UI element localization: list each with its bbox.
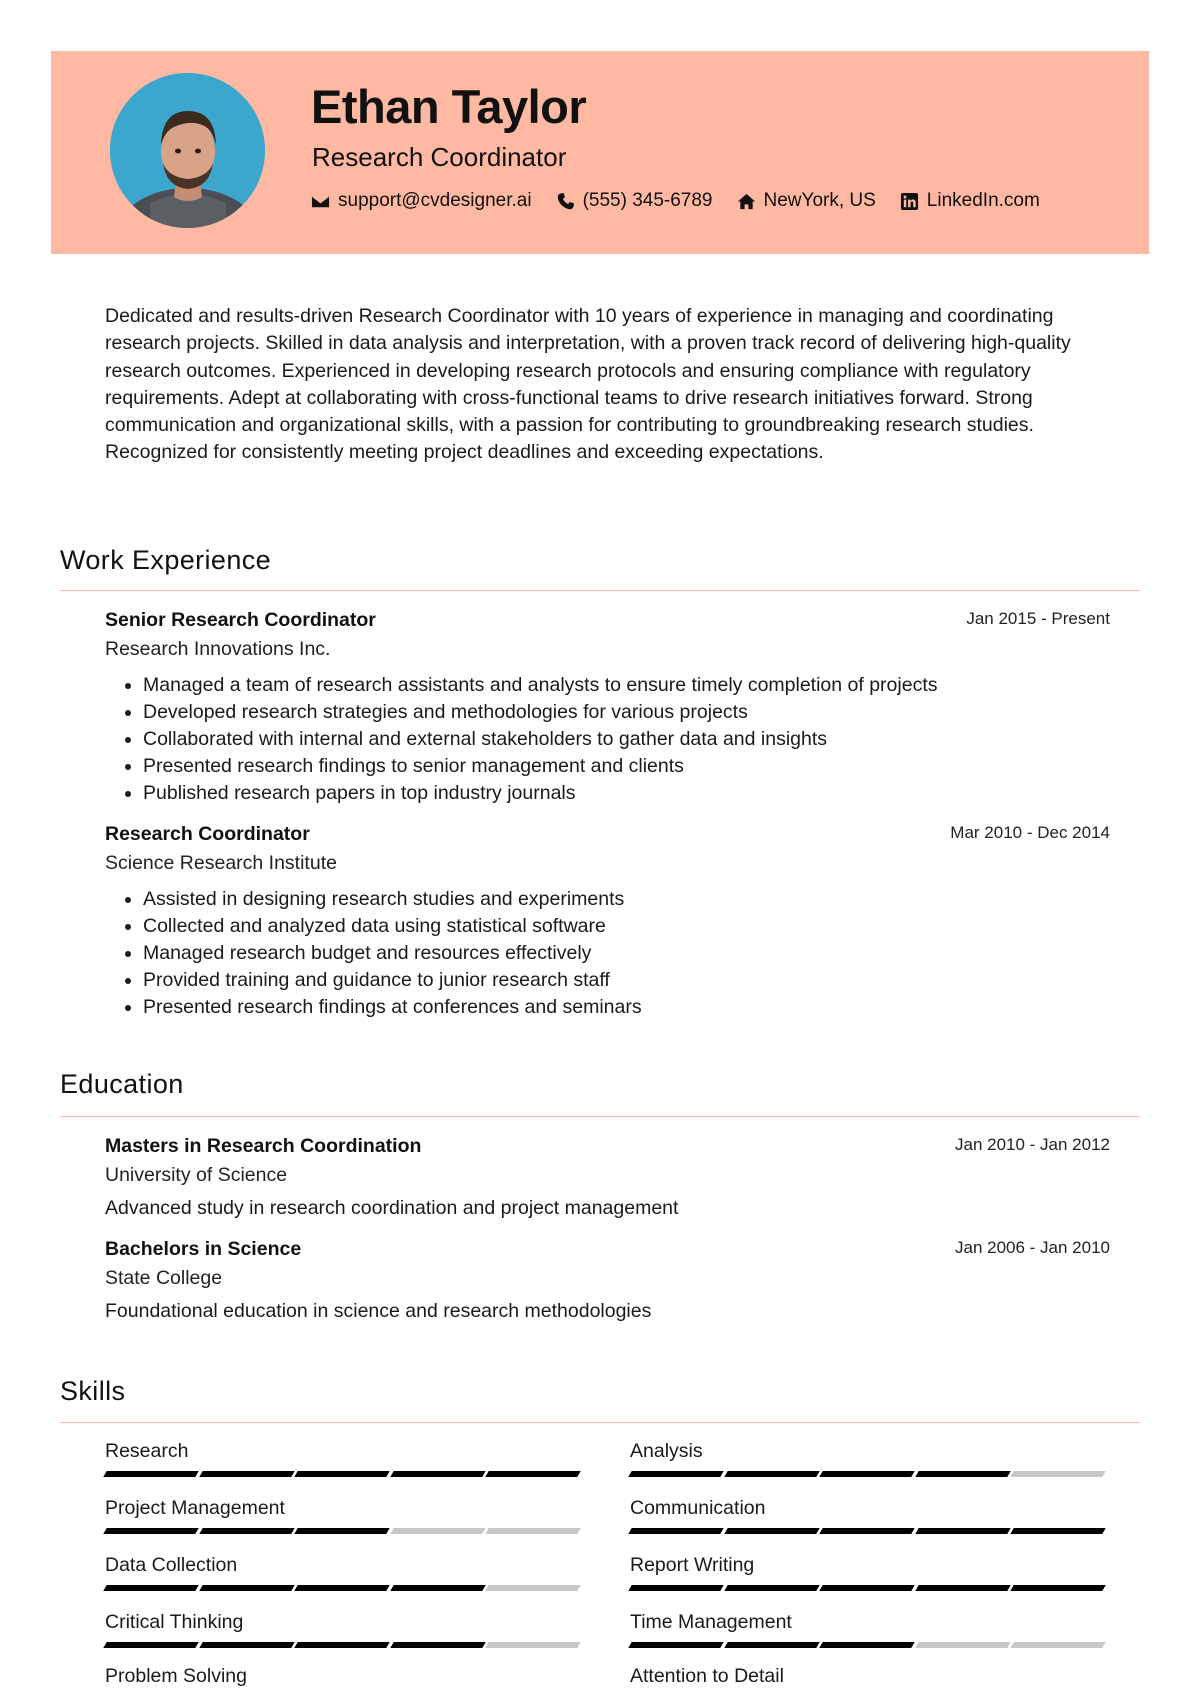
section-divider (60, 1422, 1140, 1423)
skill-level-bar (105, 1528, 583, 1534)
education-entry (105, 1135, 1110, 1220)
linkedin-icon (900, 192, 919, 211)
work-entry-company: Research Innovations Inc. (105, 638, 331, 660)
skill-name: Analysis (630, 1440, 703, 1462)
list-item: • Managed a team of research assistants and analysts to ensure timely completion of projects (143, 672, 1110, 699)
list-item: • Assisted in designing research studies and experiments (143, 886, 1110, 913)
skill-level-segment (486, 1585, 581, 1591)
contact-linkedin-text: LinkedIn.com (926, 190, 1040, 211)
list-item: • Developed research strategies and methodologies for various projects (143, 699, 1110, 726)
education-entry-description: Foundational education in science and research methodologies (105, 1300, 652, 1322)
skill-item (630, 1440, 1108, 1477)
contact-location-text: NewYork, US (763, 190, 876, 211)
work-entry-title: Research Coordinator (105, 823, 310, 845)
skill-name: Time Management (630, 1611, 792, 1633)
work-entry-bullets (105, 886, 1110, 1021)
contact-info (311, 190, 1064, 212)
education-entry-school: State College (105, 1267, 223, 1289)
section-title-education: Education (60, 1069, 184, 1099)
work-entry-company: Science Research Institute (105, 852, 337, 874)
education-entry-degree: Bachelors in Science (105, 1238, 302, 1260)
skill-item (105, 1611, 583, 1648)
skill-item (630, 1665, 1108, 1696)
skill-level-segment (486, 1471, 581, 1477)
list-item: • Managed research budget and resources effectively (143, 940, 1110, 967)
phone-icon (556, 192, 575, 211)
skill-item (105, 1665, 583, 1696)
education-entry-date: Jan 2006 - Jan 2010 (954, 1238, 1110, 1257)
home-icon (737, 192, 756, 211)
contact-phone-text: (555) 345-6789 (582, 190, 713, 211)
skill-level-segment (486, 1642, 581, 1648)
skill-level-segment (294, 1528, 389, 1534)
skill-level-segment (819, 1471, 914, 1477)
skill-level-segment (103, 1471, 198, 1477)
list-item: • Collected and analyzed data using statistical software (143, 913, 1110, 940)
skill-level-segment (819, 1642, 914, 1648)
skill-level-segment (103, 1528, 198, 1534)
skill-name: Report Writing (630, 1554, 755, 1576)
candidate-name: Ethan Taylor (311, 80, 587, 133)
list-item: • Provided training and guidance to junior research staff (143, 967, 1110, 994)
list-item: • Presented research findings at conferences and seminars (143, 994, 1110, 1021)
skill-level-segment (628, 1585, 723, 1591)
contact-location (737, 190, 876, 212)
skill-name: Problem Solving (105, 1665, 247, 1687)
work-entry (105, 823, 1110, 1021)
section-title-work: Work Experience (60, 545, 272, 575)
skill-level-bar (630, 1528, 1108, 1534)
skill-level-bar (105, 1471, 583, 1477)
skill-level-bar (105, 1642, 583, 1648)
education-entry-school: University of Science (105, 1164, 288, 1186)
skill-level-segment (199, 1642, 294, 1648)
skill-level-segment (486, 1528, 581, 1534)
skill-name: Project Management (105, 1497, 285, 1519)
skill-level-segment (390, 1471, 485, 1477)
skill-item (105, 1497, 583, 1534)
contact-phone[interactable] (556, 190, 713, 212)
skill-level-segment (1011, 1642, 1106, 1648)
contact-email[interactable] (311, 190, 532, 212)
skill-name: Data Collection (105, 1554, 238, 1576)
skill-level-bar (630, 1642, 1108, 1648)
profile-photo-image (110, 73, 265, 228)
skill-level-segment (915, 1642, 1010, 1648)
skill-level-segment (103, 1642, 198, 1648)
skill-level-segment (915, 1471, 1010, 1477)
skill-item (105, 1554, 583, 1591)
skill-level-segment (390, 1642, 485, 1648)
skill-level-segment (1011, 1528, 1106, 1534)
skill-level-segment (628, 1528, 723, 1534)
resume-header (51, 51, 1149, 254)
contact-email-text: support@cvdesigner.ai (338, 190, 532, 211)
skill-level-segment (915, 1585, 1010, 1591)
skill-level-bar (630, 1585, 1108, 1591)
education-entry-description: Advanced study in research coordination and project management (105, 1197, 679, 1219)
section-divider (60, 590, 1140, 591)
skill-item (630, 1497, 1108, 1534)
skill-level-segment (1011, 1585, 1106, 1591)
skill-level-segment (724, 1471, 819, 1477)
work-entry-bullets (105, 672, 1110, 807)
skill-level-segment (628, 1642, 723, 1648)
skill-level-segment (724, 1528, 819, 1534)
skill-level-segment (199, 1471, 294, 1477)
candidate-title: Research Coordinator (312, 142, 567, 172)
skill-level-segment (915, 1528, 1010, 1534)
list-item: • Collaborated with internal and external stakeholders to gather data and insights (143, 726, 1110, 753)
work-entry (105, 609, 1110, 807)
skill-level-segment (724, 1642, 819, 1648)
skill-level-segment (199, 1528, 294, 1534)
skill-level-segment (199, 1585, 294, 1591)
list-item: • Published research papers in top industry journals (143, 780, 1110, 807)
skill-level-segment (294, 1585, 389, 1591)
skill-item (630, 1611, 1108, 1648)
contact-linkedin[interactable] (900, 190, 1040, 212)
skill-name: Attention to Detail (630, 1665, 784, 1687)
work-entry-title: Senior Research Coordinator (105, 609, 376, 631)
envelope-icon (311, 192, 330, 211)
skill-level-segment (628, 1471, 723, 1477)
education-entry-degree: Masters in Research Coordination (105, 1135, 422, 1157)
skill-name: Critical Thinking (105, 1611, 244, 1633)
skill-level-segment (390, 1528, 485, 1534)
skill-level-segment (103, 1585, 198, 1591)
skill-level-segment (294, 1642, 389, 1648)
section-title-skills: Skills (60, 1376, 126, 1406)
skill-level-bar (105, 1585, 583, 1591)
skill-name: Communication (630, 1497, 766, 1519)
section-divider (60, 1116, 1140, 1117)
skill-level-segment (819, 1585, 914, 1591)
work-entry-date: Jan 2015 - Present (966, 609, 1110, 628)
list-item: • Presented research findings to senior management and clients (143, 753, 1110, 780)
skill-item (105, 1440, 583, 1477)
skill-level-segment (294, 1471, 389, 1477)
skill-level-bar (630, 1471, 1108, 1477)
education-entry-date: Jan 2010 - Jan 2012 (954, 1135, 1110, 1154)
skill-item (630, 1554, 1108, 1591)
professional-summary: Dedicated and results-driven Research Coordinator with 10 years of experience in managing and coordinating research projects. Skilled in data analysis and interpretation, with a proven track record of delivering high-quality research outcomes. Experienced in developing research protocols and ensuring compliance with regulatory requirements. Adept at collaborating with cross-functional teams to drive research initiatives forward. Strong communication and organizational skills, with a passion for contributing to groundbreaking research studies. Recognized for consistently meeting project deadlines and exceeding expectations. (105, 305, 1071, 464)
skill-name: Research (105, 1440, 189, 1462)
work-entry-date: Mar 2010 - Dec 2014 (950, 823, 1110, 842)
skill-level-segment (819, 1528, 914, 1534)
education-entry (105, 1238, 1110, 1323)
profile-photo (110, 73, 265, 228)
skill-level-segment (724, 1585, 819, 1591)
skill-level-segment (390, 1585, 485, 1591)
skill-level-segment (1011, 1471, 1106, 1477)
